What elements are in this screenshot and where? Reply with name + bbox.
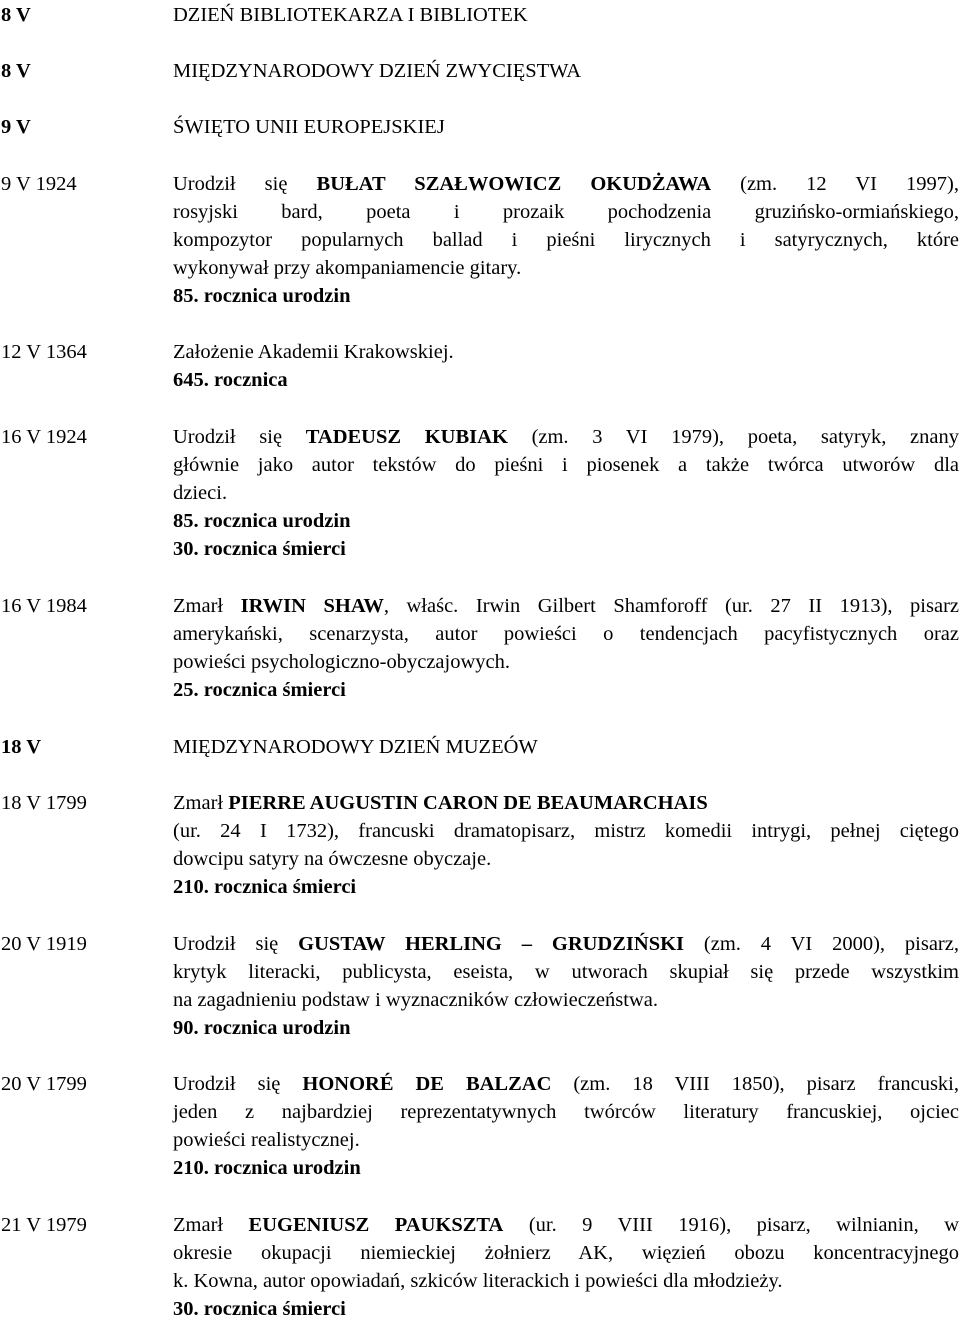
- holiday-date: 8 V: [1, 60, 31, 82]
- entry-date: 18 V 1799: [1, 792, 87, 814]
- entry-line: k. Kowna, autor opowiadań, szkiców literackich i powieści dla młodzieży.: [173, 1270, 783, 1292]
- entry-prefix: Zmarł: [173, 1214, 249, 1236]
- anniversary-note: 25. rocznica śmierci: [173, 679, 346, 701]
- person-name: TADEUSZ KUBIAK: [305, 426, 508, 448]
- holiday-date: 8 V: [1, 4, 31, 26]
- anniversary-note: 30. rocznica śmierci: [173, 538, 346, 560]
- entry-line: kompozytor popularnych ballad i pieśni lirycznych i satyrycznych, które: [173, 229, 959, 251]
- anniversary-note: 210. rocznica śmierci: [173, 876, 357, 898]
- entry-prefix: Urodził się: [173, 1073, 303, 1095]
- person-name: EUGENIUSZ PAUKSZTA: [248, 1214, 504, 1236]
- entry-line: (zm. 12 VI 1997),: [711, 173, 959, 195]
- anniversary-note: 645. rocznica: [173, 369, 288, 391]
- person-name: PIERRE AUGUSTIN CARON DE BEAUMARCHAIS: [228, 792, 708, 814]
- entry-line: (zm. 3 VI 1979), poeta, satyryk, znany: [507, 426, 959, 448]
- holiday-title: DZIEŃ BIBLIOTEKARZA I BIBLIOTEK: [173, 4, 528, 26]
- entry-line: rosyjski bard, poeta i prozaik pochodzenia gruzińsko-ormiańskiego,: [173, 201, 959, 223]
- entry-line: powieści realistycznej.: [173, 1129, 360, 1151]
- entry-line: powieści psychologiczno-obyczajowych.: [173, 651, 511, 673]
- entry-line: okresie okupacji niemieckiej żołnierz AK, więzień obozu koncentracyjnego: [173, 1242, 959, 1264]
- entry-date: 16 V 1924: [1, 426, 87, 448]
- holiday-date: 18 V: [1, 736, 42, 758]
- entry-line: głównie jako autor tekstów do pieśni i piosenek a także twórca utworów dla: [173, 454, 959, 476]
- entry-line: , właśc. Irwin Gilbert Shamforoff (ur. 27 II 1913), pisarz: [383, 595, 959, 617]
- anniversary-note: 30. rocznica śmierci: [173, 1298, 346, 1320]
- entry-prefix: Urodził się: [173, 933, 299, 955]
- anniversary-note: 90. rocznica urodzin: [173, 1017, 351, 1039]
- entry-line: amerykański, scenarzysta, autor powieści o tendencjach pacyfistycznych oraz: [173, 623, 959, 645]
- entry-line: dowcipu satyry na ówczesne obyczaje.: [173, 848, 492, 870]
- person-name: HONORÉ DE BALZAC: [302, 1073, 552, 1095]
- entry-prefix: Zmarł: [173, 595, 241, 617]
- entry-line: (ur. 24 I 1732), francuski dramatopisarz, mistrz komedii intrygi, pełnej ciętego: [173, 820, 959, 842]
- entry-line: (ur. 9 VIII 1916), pisarz, wilnianin, w: [503, 1214, 960, 1236]
- entry-prefix: Zmarł: [173, 792, 229, 814]
- entry-line: jeden z najbardziej reprezentatywnych twórców literatury francuskiej, ojciec: [173, 1101, 959, 1123]
- entry-prefix: Urodził się: [173, 426, 306, 448]
- holiday-title: MIĘDZYNARODOWY DZIEŃ MUZEÓW: [173, 736, 538, 758]
- entry-line: dzieci.: [173, 482, 228, 504]
- entry-date: 20 V 1919: [1, 933, 87, 955]
- entry-date: 12 V 1364: [1, 341, 87, 363]
- entry-prefix: Urodził się: [173, 173, 317, 195]
- holiday-title: ŚWIĘTO UNII EUROPEJSKIEJ: [173, 116, 445, 138]
- entry-line: wykonywał przy akompaniamencie gitary.: [173, 257, 522, 279]
- anniversary-note: 85. rocznica urodzin: [173, 285, 351, 307]
- entry-line: krytyk literacki, publicysta, eseista, w utworach skupiał się przede wszystkim: [173, 961, 959, 983]
- person-name: BUŁAT SZAŁWOWICZ OKUDŻAWA: [316, 173, 712, 195]
- entry-line: Założenie Akademii Krakowskiej.: [173, 341, 454, 363]
- person-name: GUSTAW HERLING – GRUDZIŃSKI: [298, 933, 685, 955]
- entry-line: (zm. 4 VI 2000), pisarz,: [684, 933, 959, 955]
- entry-date: 21 V 1979: [1, 1214, 87, 1236]
- entry-date: 20 V 1799: [1, 1073, 87, 1095]
- entry-line: (zm. 18 VIII 1850), pisarz francuski,: [551, 1073, 959, 1095]
- holiday-title: MIĘDZYNARODOWY DZIEŃ ZWYCIĘSTWA: [173, 60, 582, 82]
- entry-line: na zagadnieniu podstaw i wyznaczników człowieczeństwa.: [173, 989, 658, 1011]
- anniversary-note: 210. rocznica urodzin: [173, 1157, 361, 1179]
- person-name: IRWIN SHAW: [240, 595, 384, 617]
- entry-date: 16 V 1984: [1, 595, 87, 617]
- entry-date: 9 V 1924: [1, 173, 77, 195]
- holiday-date: 9 V: [1, 116, 31, 138]
- anniversary-note: 85. rocznica urodzin: [173, 510, 351, 532]
